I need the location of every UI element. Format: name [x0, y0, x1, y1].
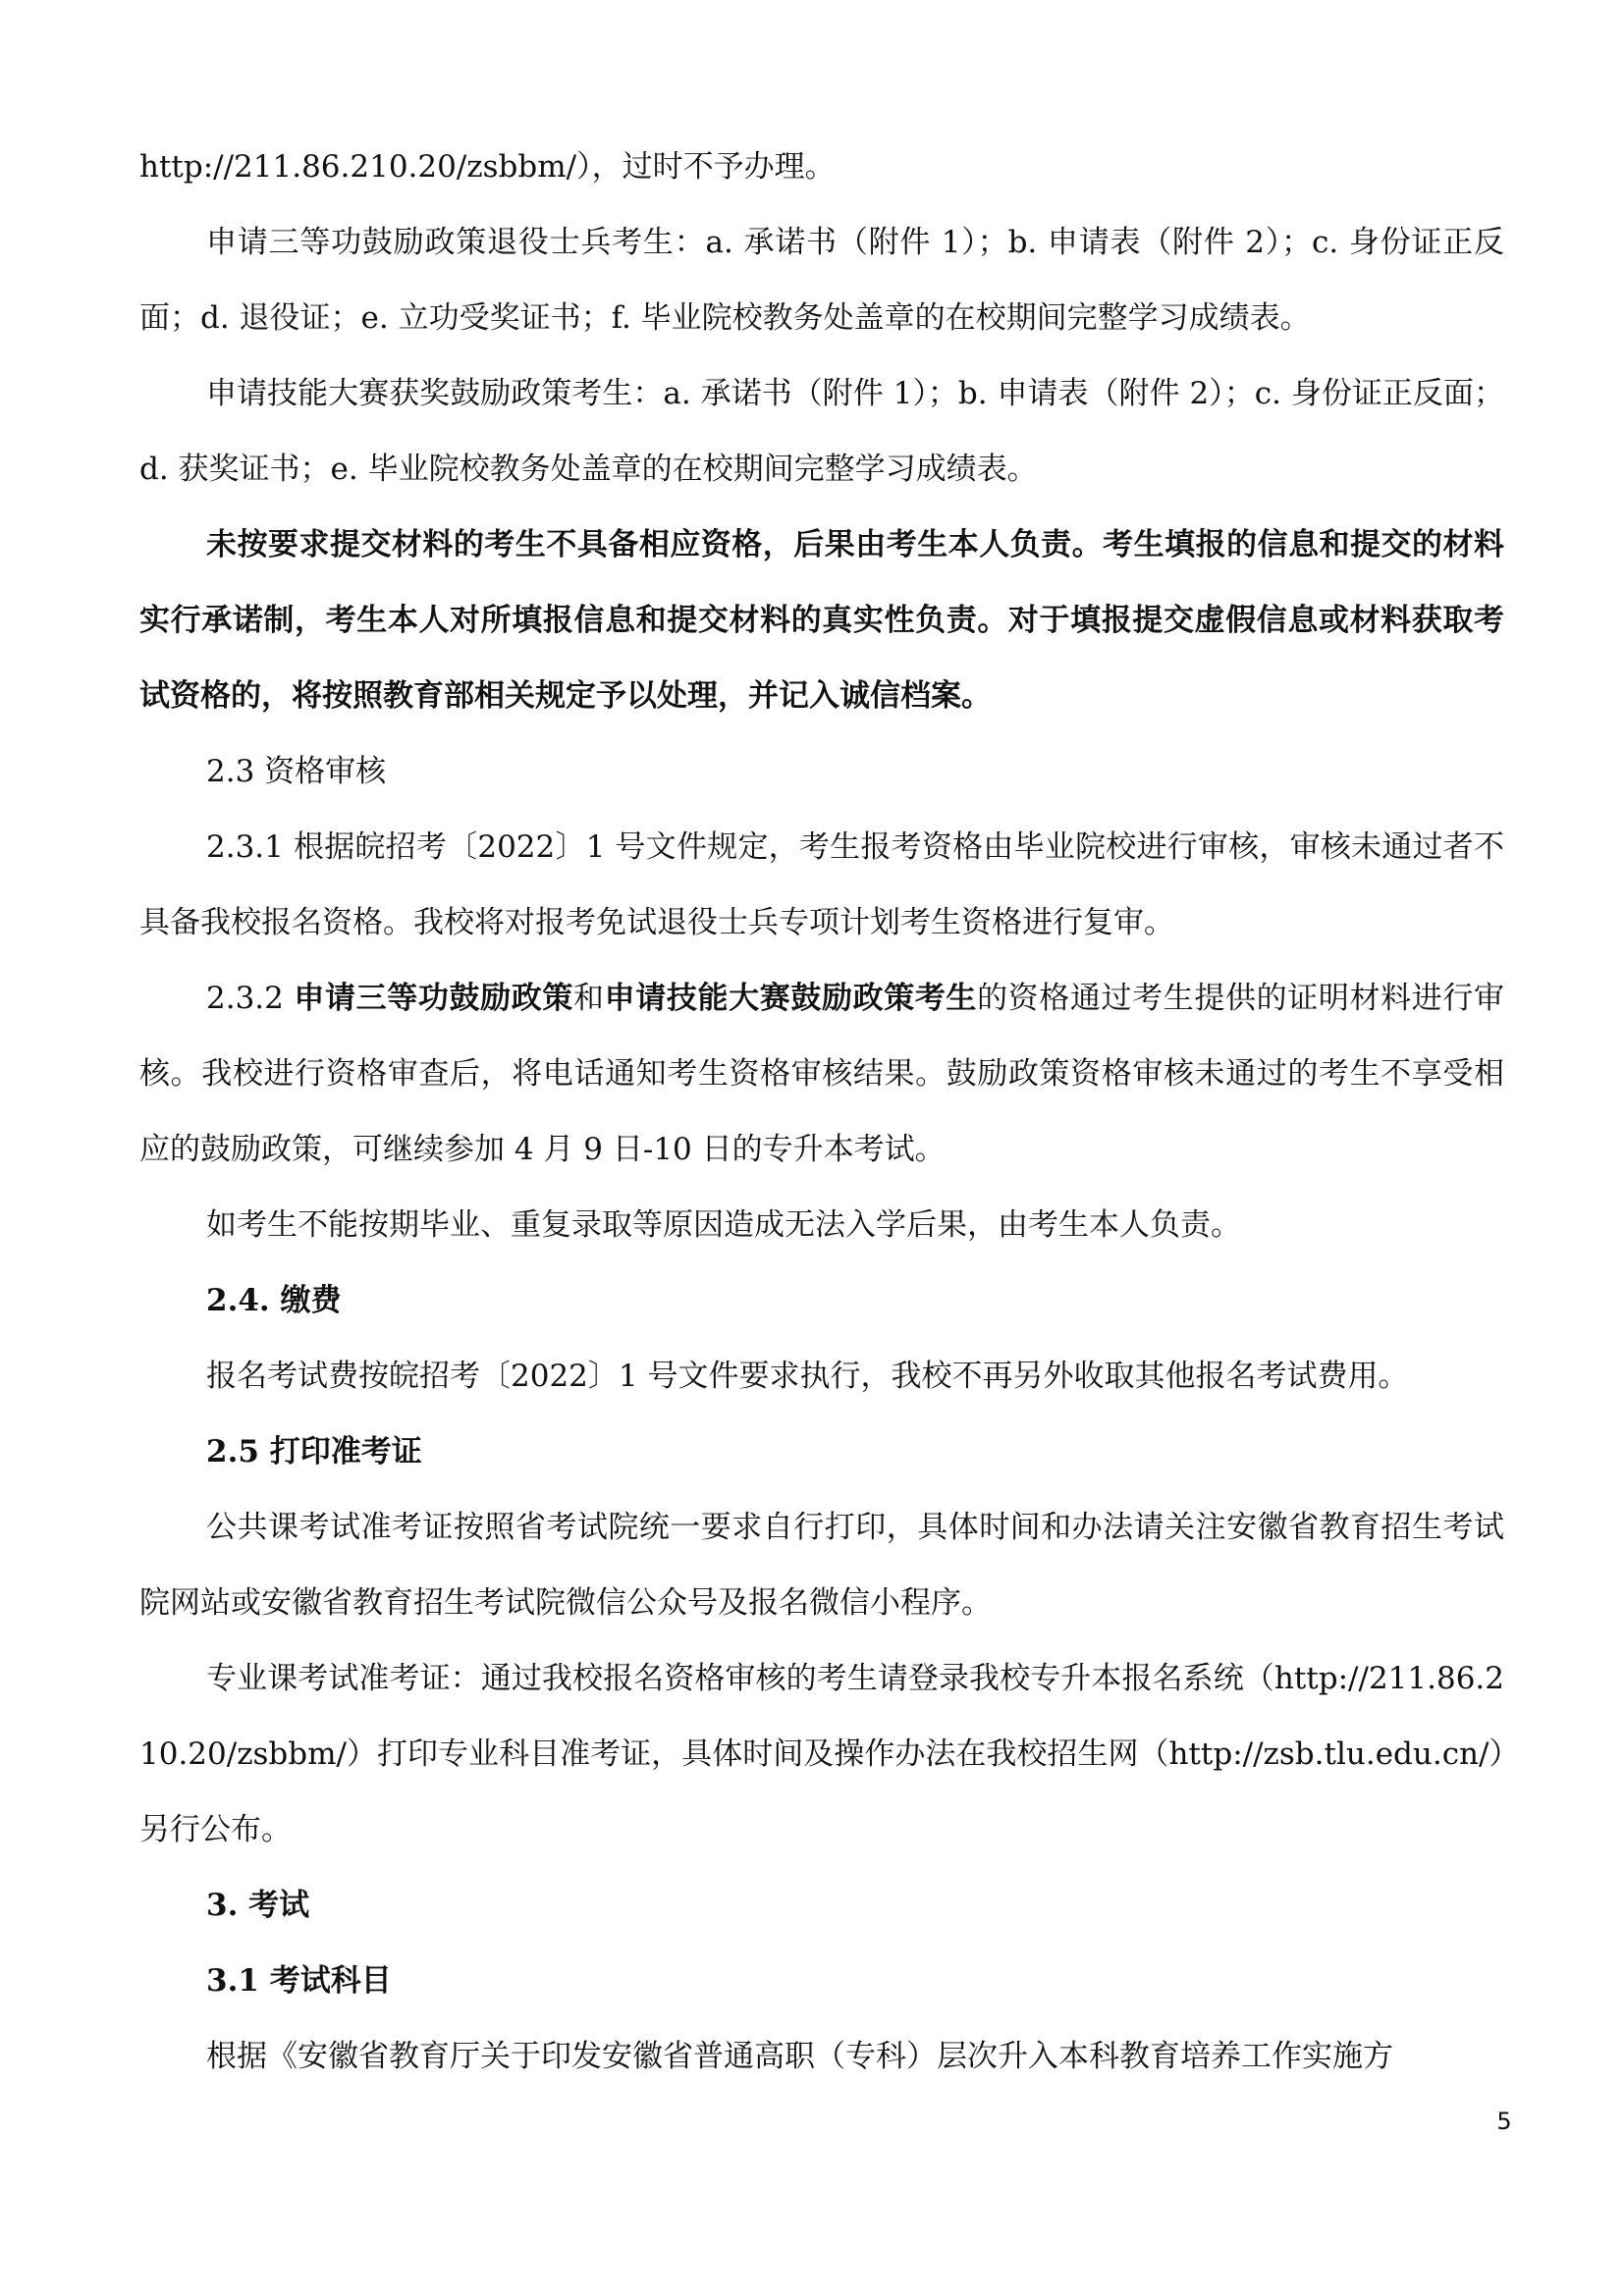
paragraph-2-3-2 — [139, 961, 1504, 1188]
paragraph-specialty-admission-ticket: 专业课考试准考证：通过我校报名资格审核的考生请登录我校专升本报名系统（http://211.86.210.20/zsbbm/）打印专业科目准考证，具体时间及操作办法在我校招生网（http://zsb.tlu.edu.cn/）另行公布。 — [139, 1661, 1504, 1847]
paragraph-2-3-2-rest: 的资格通过考生提供的证明材料进行审核。我校进行资格审查后，将电话通知考生资格审核结果。鼓励政策资格审核未通过的考生不享受相应的鼓励政策，可继续参加 4 月 9 日-10 日的专升本考试。 — [139, 981, 1505, 1167]
section-heading-2-4: 2.4. 缴费 — [206, 1283, 342, 1318]
paragraph-url-deadline: http://211.86.210.20/zsbbm/），过时不予办理。 — [139, 149, 836, 185]
paragraph-fees: 报名考试费按皖招考〔2022〕1 号文件要求执行，我校不再另外收取其他报名考试费用。 — [206, 1359, 1409, 1394]
paragraph-skills-materials: 申请技能大赛获奖鼓励政策考生：a. 承诺书（附件 1）；b. 申请表（附件 2）；c. 身份证正反面；d. 获奖证书；e. 毕业院校教务处盖章的在校期间完整学习成绩表。 — [139, 376, 1504, 487]
page-number: 5 — [1496, 2108, 1512, 2135]
section-heading-2-3: 2.3 资格审核 — [206, 754, 387, 789]
paragraph-2-3-2-skills-policy: 申请技能大赛鼓励政策考生 — [604, 981, 978, 1016]
paragraph-2-3-2-merit-policy: 申请三等功鼓励政策 — [294, 981, 573, 1016]
paragraph-2-3-1: 2.3.1 根据皖招考〔2022〕1 号文件规定，考生报考资格由毕业院校进行审核，审核未通过者不具备我校报名资格。我校将对报考免试退役士兵专项计划考生资格进行复审。 — [139, 829, 1504, 940]
paragraph-merit-materials: 申请三等功鼓励政策退役士兵考生：a. 承诺书（附件 1）；b. 申请表（附件 2）；c. 身份证正反面；d. 退役证；e. 立功受奖证书；f. 毕业院校教务处盖章的在校期间完整学习成绩表。 — [139, 225, 1504, 336]
paragraph-2-3-2-conjunction: 和 — [572, 981, 605, 1016]
paragraph-integrity-warning: 未按要求提交材料的考生不具备相应资格，后果由考生本人负责。考生填报的信息和提交的材料实行承诺制，考生本人对所填报信息和提交材料的真实性负责。对于填报提交虚假信息或材料获取考试资格的，将按照教育部相关规定予以处理，并记入诚信档案。 — [139, 527, 1504, 714]
document-body — [139, 130, 1504, 2095]
section-heading-2-5: 2.5 打印准考证 — [206, 1434, 422, 1469]
paragraph-exam-subjects: 根据《安徽省教育厅关于印发安徽省普通高职（专科）层次升入本科教育培养工作实施方 — [206, 2039, 1393, 2074]
section-heading-3: 3. 考试 — [206, 1888, 310, 1923]
section-heading-3-1: 3.1 考试科目 — [206, 1963, 392, 1999]
paragraph-enrollment-responsibility: 如考生不能按期毕业、重复录取等原因造成无法入学后果，由考生本人负责。 — [206, 1207, 1241, 1243]
paragraph-2-3-2-prefix: 2.3.2 — [206, 981, 295, 1016]
paragraph-public-admission-ticket: 公共课考试准考证按照省考试院统一要求自行打印，具体时间和办法请关注安徽省教育招生考试院网站或安徽省教育招生考试院微信公众号及报名微信小程序。 — [139, 1510, 1504, 1621]
